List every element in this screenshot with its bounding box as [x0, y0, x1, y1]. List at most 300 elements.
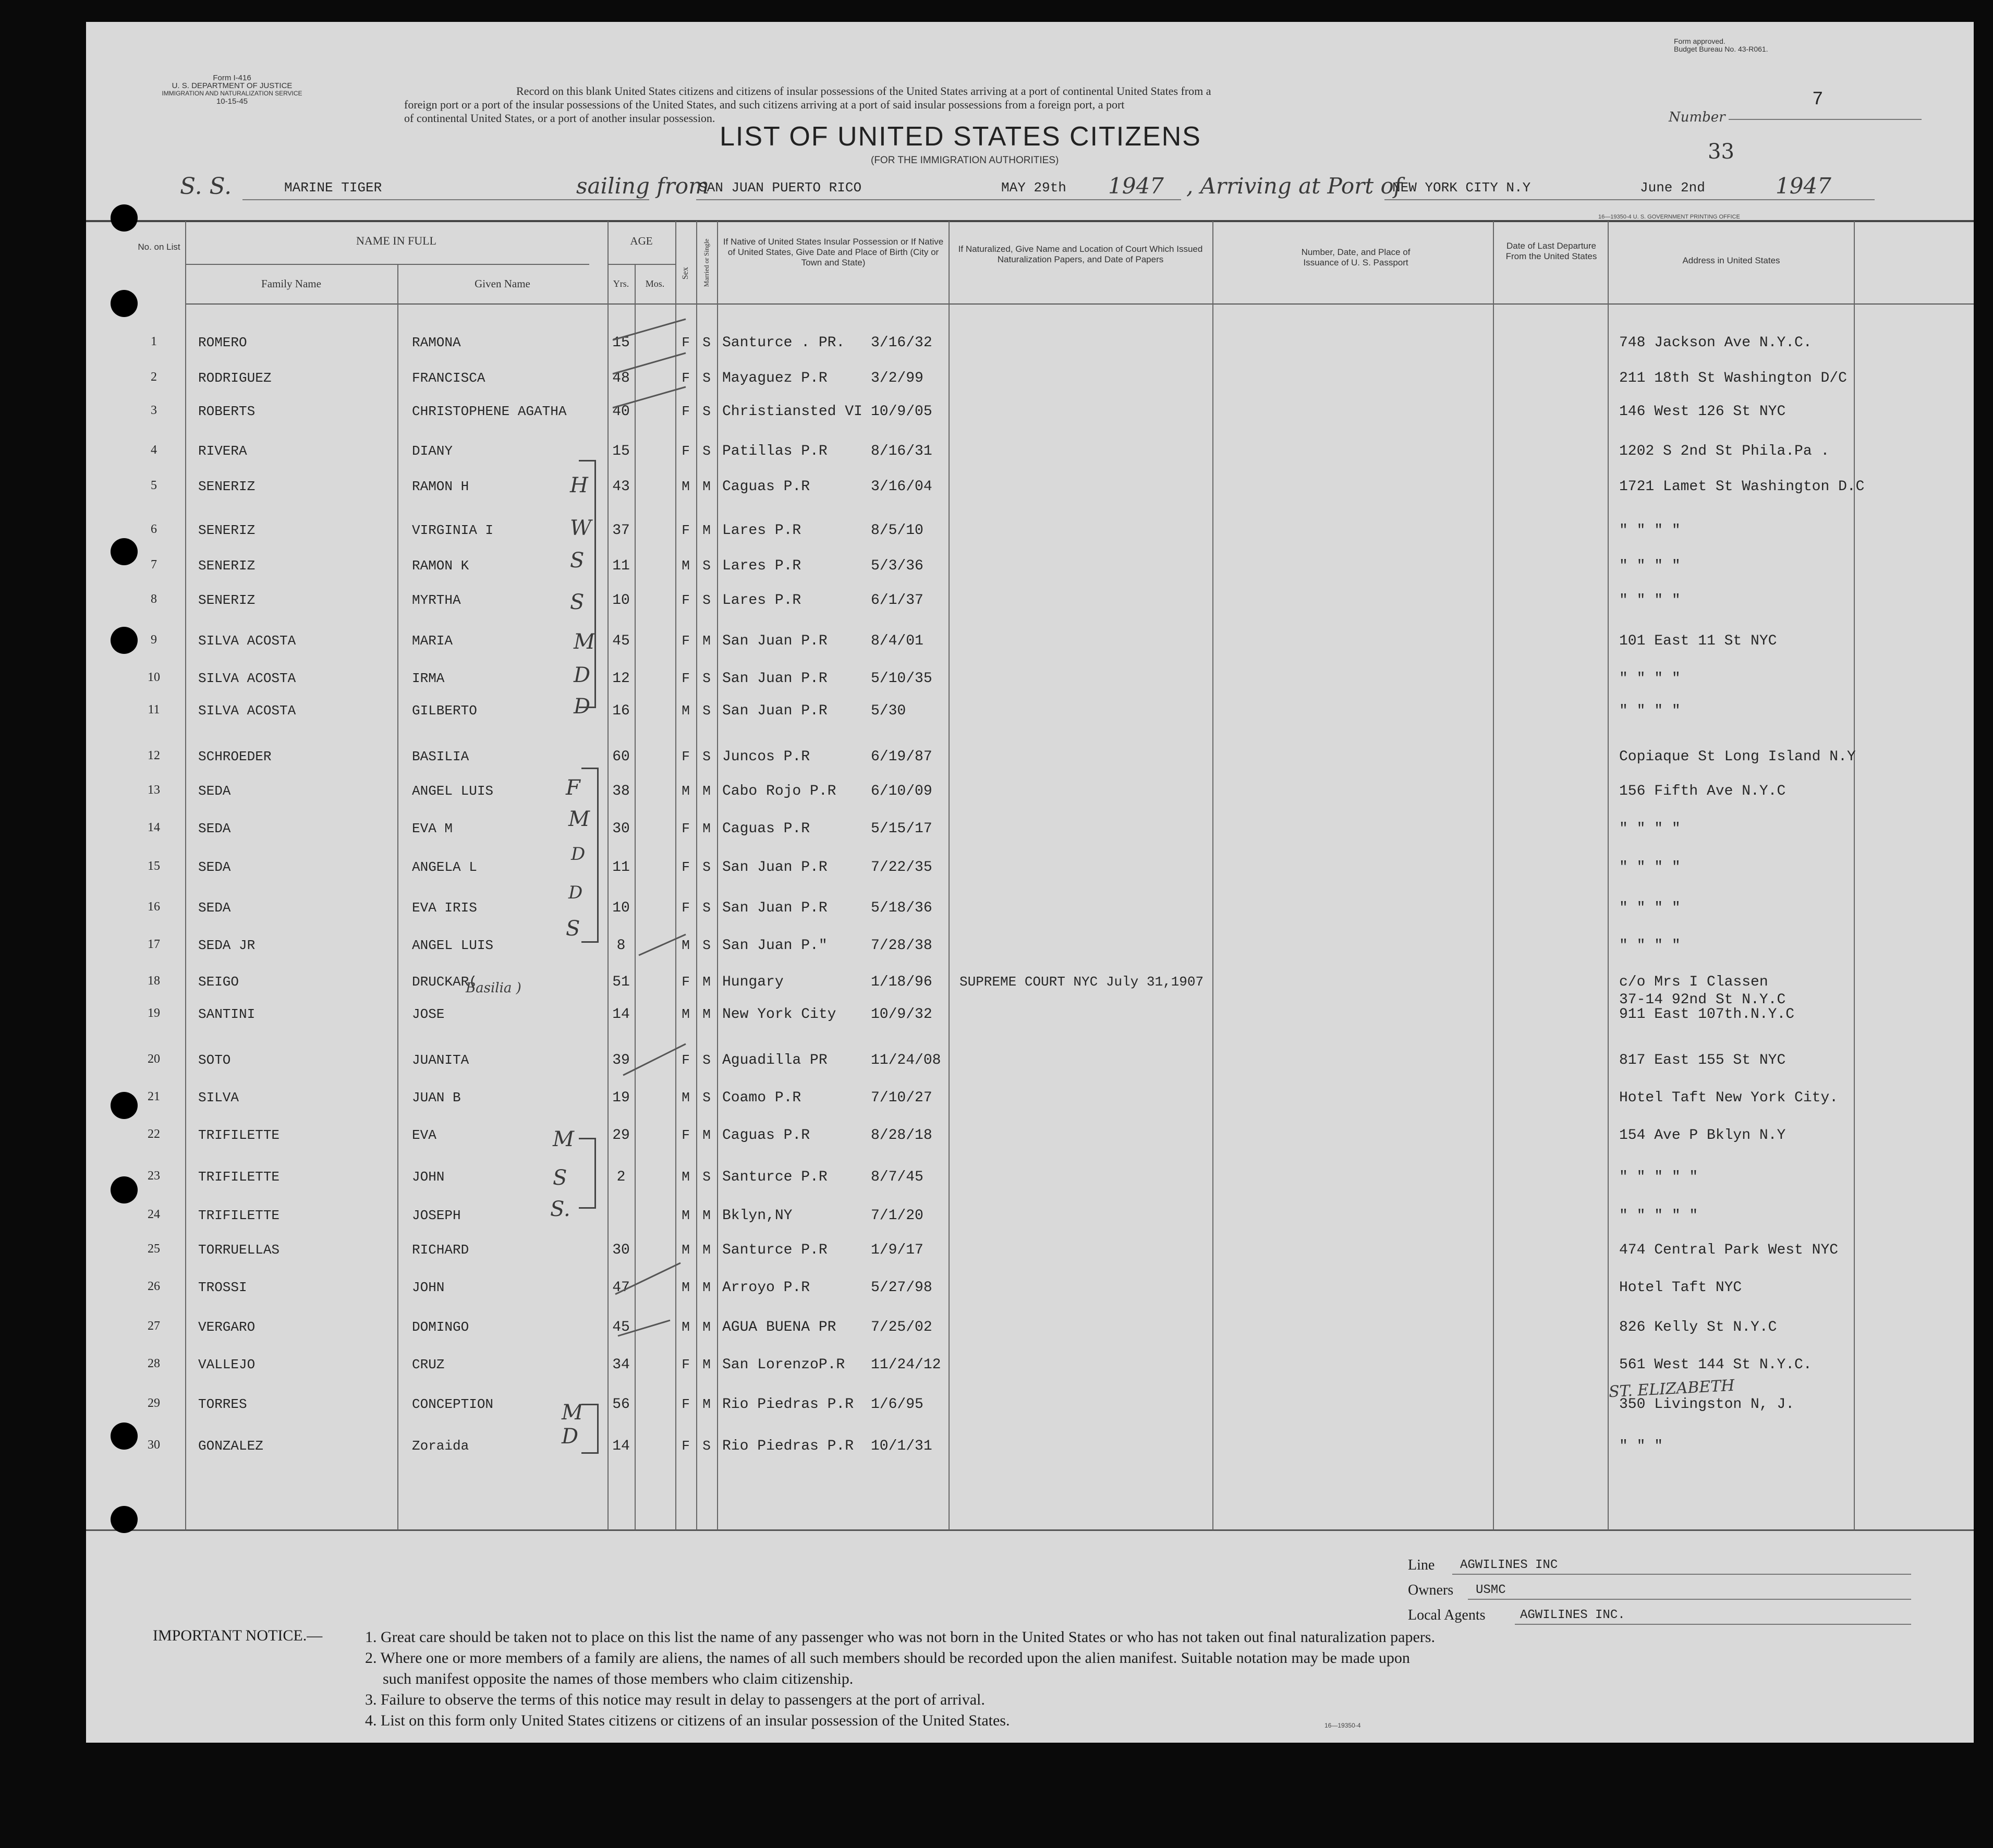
- cell-addr: 826 Kelly St N.Y.C: [1619, 1319, 1777, 1335]
- table-row: [86, 1242, 1963, 1263]
- header-age: AGE: [630, 235, 653, 247]
- cell-ms: S: [702, 938, 711, 953]
- cell-sex: F: [682, 370, 690, 386]
- cell-family: SEDA JR: [198, 938, 256, 953]
- cell-date: 8/28/18: [871, 1127, 932, 1144]
- cell-date: 8/4/01: [871, 633, 923, 649]
- punch-hole: [111, 204, 138, 232]
- cell-date: 6/10/09: [871, 783, 932, 799]
- cell-addr: c/o Mrs I Classen: [1619, 974, 1768, 990]
- cell-age: 19: [612, 1090, 630, 1106]
- cell-no: 28: [148, 1357, 160, 1370]
- hand-mark-6: W: [570, 516, 592, 540]
- departure-date: MAY 29th: [1001, 180, 1066, 196]
- cell-age: 38: [612, 783, 630, 799]
- cell-given: JOHN: [412, 1169, 445, 1185]
- number-label: Number: [1669, 110, 1725, 125]
- cell-place: Lares P.R: [722, 592, 801, 609]
- footer-code: 16—19350-4: [1324, 1722, 1361, 1729]
- intro-line-2: foreign port or a port of the insular possessions of the United States, and such citizens arriving at a port of said insular possessions from a foreign port, a port: [404, 98, 1125, 111]
- cell-family: SENERIZ: [198, 479, 256, 494]
- notice-4: 4. List on this form only United States citizens or citizens of an insular possession of the United States.: [365, 1712, 1010, 1729]
- cell-date: 1/6/95: [871, 1396, 923, 1413]
- manifest-sheet: [86, 22, 1974, 1743]
- table-row: [86, 859, 1963, 880]
- table-row: [86, 1052, 1963, 1073]
- cell-nat: SUPREME COURT NYC July 31,1907: [959, 974, 1204, 990]
- cell-given: JUAN B: [412, 1090, 461, 1105]
- cell-ms: M: [702, 479, 711, 494]
- cell-family: SEDA: [198, 859, 231, 875]
- cell-age: 47: [612, 1280, 630, 1296]
- cell-sex: M: [682, 1090, 690, 1105]
- intro-line-1: Record on this blank United States citizens and citizens of insular possessions of the United States arriving at a port of continental United States from a: [516, 84, 1211, 98]
- cell-family: TRIFILETTE: [198, 1208, 280, 1223]
- cell-family: SENERIZ: [198, 558, 256, 574]
- cell-place: San Juan P.R: [722, 671, 828, 687]
- cell-date: 8/5/10: [871, 522, 923, 539]
- cell-no: 13: [148, 783, 160, 797]
- cell-ms: S: [702, 1438, 711, 1454]
- hand-mark-7: S: [570, 549, 585, 573]
- cell-family: SILVA ACOSTA: [198, 671, 296, 686]
- table-row: [86, 522, 1963, 543]
- cell-age: 51: [612, 974, 630, 990]
- owners-label: Owners: [1408, 1582, 1454, 1598]
- cell-family: TRIFILETTE: [198, 1127, 280, 1143]
- table-row: [86, 1169, 1963, 1190]
- table-row: [86, 1280, 1963, 1300]
- hand-mark-17: S: [566, 917, 580, 941]
- table-row: [86, 749, 1963, 770]
- cell-place: Aguadilla PR: [722, 1052, 828, 1068]
- cell-age: 30: [612, 821, 630, 837]
- cell-no: 27: [148, 1319, 160, 1333]
- cell-sex: F: [682, 522, 690, 538]
- cell-sex: F: [682, 443, 690, 459]
- cell-given: JOSEPH: [412, 1208, 461, 1223]
- sailing-label: sailing from: [576, 173, 709, 199]
- cell-family: SEDA: [198, 821, 231, 836]
- cell-sex: M: [682, 703, 690, 719]
- cell-no: 25: [148, 1242, 160, 1256]
- cell-date: 7/25/02: [871, 1319, 932, 1335]
- cell-place: Santurce P.R: [722, 1169, 828, 1185]
- cell-place: Hungary: [722, 974, 784, 990]
- cell-given: RICHARD: [412, 1242, 469, 1258]
- cell-family: SILVA ACOSTA: [198, 633, 296, 649]
- cell-place: Juncos P.R: [722, 749, 810, 765]
- cell-ms: M: [702, 1396, 711, 1412]
- cell-sex: F: [682, 1396, 690, 1412]
- ship-name: MARINE TIGER: [284, 180, 382, 196]
- cell-place: Caguas P.R: [722, 479, 810, 495]
- cell-ms: M: [702, 633, 711, 649]
- cell-addr: 1721 Lamet St Washington D.C: [1619, 479, 1865, 495]
- line-underline: [1452, 1574, 1911, 1575]
- cell-ms: S: [702, 335, 711, 350]
- table-row: [86, 1357, 1963, 1378]
- cell-given: RAMONA: [412, 335, 461, 350]
- hand-mark-9: M: [574, 630, 595, 654]
- agents-value: AGWILINES INC.: [1520, 1608, 1625, 1622]
- cell-date: 8/16/31: [871, 443, 932, 459]
- cell-age: 2: [616, 1169, 626, 1185]
- cell-age: 60: [612, 749, 630, 765]
- hand-mark-5: H: [570, 473, 588, 497]
- cell-no: 5: [151, 479, 157, 492]
- cell-date: 7/1/20: [871, 1208, 923, 1224]
- cell-given: IRMA: [412, 671, 445, 686]
- cell-date: 5/10/35: [871, 671, 932, 687]
- number-underline: [1729, 119, 1922, 120]
- cell-date: 5/15/17: [871, 821, 932, 837]
- cell-no: 14: [148, 821, 160, 834]
- table-row: [86, 671, 1963, 691]
- cell-addr: 211 18th St Washington D/C: [1619, 370, 1847, 386]
- table-row: [86, 633, 1963, 654]
- header-no: No. on List: [138, 242, 180, 252]
- table-bottom-rule: [86, 1529, 1974, 1531]
- notice-3: 3. Failure to observe the terms of this notice may result in delay to passengers at the port of arrival.: [365, 1691, 985, 1708]
- cell-addr: 350 Livingston N, J.: [1619, 1396, 1795, 1413]
- table-row: [86, 1006, 1963, 1027]
- cell-ms: S: [702, 592, 711, 608]
- form-service: IMMIGRATION AND NATURALIZATION SERVICE: [162, 90, 302, 97]
- table-row: [86, 370, 1963, 391]
- cell-date: 3/16/04: [871, 479, 932, 495]
- cell-age: 16: [612, 703, 630, 719]
- cell-given: CHRISTOPHENE AGATHA: [412, 404, 567, 419]
- arrival-date: June 2nd: [1640, 180, 1705, 196]
- punch-hole: [111, 1423, 138, 1450]
- table-row: [86, 974, 1963, 1008]
- cell-sex: F: [682, 1438, 690, 1454]
- name-subheader-rule: [185, 264, 589, 265]
- table-row: [86, 1396, 1963, 1417]
- hand-mark-29a: M: [562, 1401, 583, 1425]
- header-address: Address in United States: [1682, 256, 1780, 265]
- cell-no: 16: [148, 900, 160, 914]
- cell-ms: M: [702, 1242, 711, 1258]
- cell-date: 10/1/31: [871, 1438, 932, 1454]
- family-bracket-torres: [581, 1404, 599, 1454]
- cell-sex: F: [682, 335, 690, 350]
- cell-sex: F: [682, 404, 690, 419]
- cell-given: JOSE: [412, 1006, 445, 1022]
- cell-ms: M: [702, 1357, 711, 1372]
- cell-family: VALLEJO: [198, 1357, 256, 1372]
- cell-addr: 146 West 126 St NYC: [1619, 404, 1786, 420]
- header-married: Married or Single: [702, 238, 710, 287]
- cell-ms: M: [702, 974, 711, 990]
- cell-sex: M: [682, 1208, 690, 1223]
- approved-text: Form approved.: [1674, 37, 1725, 45]
- cell-family: TORRES: [198, 1396, 247, 1412]
- cell-sex: F: [682, 900, 690, 916]
- cell-place: Mayaguez P.R: [722, 370, 828, 386]
- cell-addr: " " " " ": [1619, 1208, 1698, 1224]
- cell-no: 3: [151, 404, 157, 417]
- cell-family: GONZALEZ: [198, 1438, 263, 1454]
- cell-date: 10/9/05: [871, 404, 932, 420]
- notice-1: 1. Great care should be taken not to place on this list the name of any passenger who was not born in the United States or who has not taken out final naturalization papers.: [365, 1628, 1435, 1646]
- cell-place: Patillas P.R: [722, 443, 828, 459]
- cell-date: 5/18/36: [871, 900, 932, 916]
- cell-addr: 474 Central Park West NYC: [1619, 1242, 1839, 1258]
- cell-given: RAMON K: [412, 558, 469, 574]
- header-name-full: NAME IN FULL: [356, 234, 436, 247]
- cell-family: VERGARO: [198, 1319, 256, 1335]
- owners-value: USMC: [1476, 1583, 1506, 1597]
- age-subheader-rule: [607, 264, 675, 265]
- cell-family: SCHROEDER: [198, 749, 272, 764]
- table-row: [86, 592, 1963, 613]
- cell-place: Lares P.R: [722, 558, 801, 574]
- arriving-label: , Arriving at Port of: [1186, 173, 1402, 199]
- cell-place: New York City: [722, 1006, 836, 1023]
- table-row: [86, 821, 1963, 842]
- cell-family: SEDA: [198, 783, 231, 799]
- punch-hole: [111, 1176, 138, 1203]
- arrival-year: 1947: [1776, 173, 1831, 199]
- cell-sex: F: [682, 749, 690, 764]
- cell-no: 20: [148, 1052, 160, 1066]
- date-underline: [973, 199, 1181, 200]
- cell-family: SEDA: [198, 900, 231, 916]
- cell-given: EVA IRIS: [412, 900, 477, 916]
- cell-no: 19: [148, 1006, 160, 1020]
- hand-mark-16: D: [568, 882, 583, 903]
- cell-given: Zoraida: [412, 1438, 469, 1454]
- hand-mark-29b: D: [562, 1425, 579, 1449]
- notice-label: IMPORTANT NOTICE.—: [153, 1627, 323, 1644]
- cell-date: 11/24/12: [871, 1357, 941, 1373]
- cell-ms: M: [702, 783, 711, 799]
- cell-place: Bklyn,NY: [722, 1208, 793, 1224]
- table-row: [86, 938, 1963, 958]
- cell-date: 7/28/38: [871, 938, 932, 954]
- table-row: [86, 404, 1963, 424]
- cell-family: SILVA ACOSTA: [198, 703, 296, 719]
- hand-mark-13: F: [566, 776, 580, 800]
- cell-sex: M: [682, 1280, 690, 1295]
- cell-sex: F: [682, 1357, 690, 1372]
- ship-underline: [242, 199, 649, 200]
- age-check-strokes: [607, 314, 712, 1357]
- cell-date: 5/27/98: [871, 1280, 932, 1296]
- cell-ms: S: [702, 1090, 711, 1105]
- cell-given: CONCEPTION: [412, 1396, 494, 1412]
- header-bottom-rule: [185, 303, 1974, 305]
- hand-mark-22: M: [553, 1127, 574, 1151]
- cell-ms: S: [702, 404, 711, 419]
- line-label: Line: [1408, 1557, 1435, 1573]
- agents-underline: [1515, 1624, 1911, 1625]
- cell-family: TRIFILETTE: [198, 1169, 280, 1185]
- cell-age: 34: [612, 1357, 630, 1373]
- cell-ms: S: [702, 671, 711, 686]
- header-given: Given Name: [475, 277, 530, 290]
- cell-place: Cabo Rojo P.R: [722, 783, 836, 799]
- table-row: [86, 335, 1963, 356]
- cell-addr: " " " ": [1619, 938, 1681, 954]
- cell-place: San LorenzoP.R: [722, 1357, 845, 1373]
- cell-given: GILBERTO: [412, 703, 477, 719]
- header-passport: Number, Date, and Place of Issuance of U. S. Passport: [1301, 247, 1411, 268]
- hand-mark-15: D: [571, 844, 586, 865]
- budget-text: Budget Bureau No. 43-R061.: [1674, 45, 1768, 53]
- cell-date: 3/16/32: [871, 335, 932, 351]
- hand-mark-24: S.: [550, 1197, 570, 1221]
- cell-addr: " " " ": [1619, 821, 1681, 837]
- departure-port: SAN JUAN PUERTO RICO: [699, 180, 862, 196]
- form-dept: U. S. DEPARTMENT OF JUSTICE: [172, 81, 293, 90]
- cell-sex: F: [682, 1127, 690, 1143]
- hand-mark-11: D: [574, 695, 591, 719]
- cell-no: 12: [148, 749, 160, 762]
- cell-sex: M: [682, 558, 690, 574]
- cell-ms: S: [702, 859, 711, 875]
- cell-no: 22: [148, 1127, 160, 1141]
- cell-family: TORRUELLAS: [198, 1242, 280, 1258]
- family-bracket-trifilette: [579, 1138, 596, 1209]
- cell-ms: S: [702, 900, 711, 916]
- hand-mark-23: S: [553, 1166, 567, 1190]
- form-number: Form I-416: [213, 74, 251, 82]
- cell-ms: S: [702, 749, 711, 764]
- header-native: If Native of United States Insular Possession or If Native of United States, Give Date and Place of Birth (City or Town and State): [723, 237, 944, 268]
- cell-sex: F: [682, 633, 690, 649]
- cell-sex: F: [682, 671, 690, 686]
- family-bracket-seda: [581, 768, 599, 943]
- cell-no: 23: [148, 1169, 160, 1183]
- cell-place: Christiansted VI: [722, 404, 862, 420]
- cell-no: 7: [151, 558, 157, 572]
- cell-date: 7/10/27: [871, 1090, 932, 1106]
- cell-no: 18: [148, 974, 160, 988]
- cell-sex: F: [682, 1052, 690, 1068]
- hand-mark-14: M: [568, 807, 590, 831]
- cell-given: MARIA: [412, 633, 453, 649]
- cell-date: 5/30: [871, 703, 906, 719]
- cell-sex: F: [682, 974, 690, 990]
- departure-year: 1947: [1108, 173, 1164, 199]
- cell-family: SENERIZ: [198, 522, 256, 538]
- cell-no: 17: [148, 938, 160, 951]
- cell-age: 45: [612, 1319, 630, 1335]
- cell-family: SENERIZ: [198, 592, 256, 608]
- number-value: 7: [1812, 89, 1824, 110]
- cell-ms: S: [702, 1052, 711, 1068]
- cell-sex: F: [682, 859, 690, 875]
- notice-2: 2. Where one or more members of a family are aliens, the names of all such members should be recorded upon the alien manifest. Suitable notation may be made upon: [365, 1649, 1410, 1667]
- cell-family: RIVERA: [198, 443, 247, 459]
- cell-addr: 748 Jackson Ave N.Y.C.: [1619, 335, 1812, 351]
- cell-given: MYRTHA: [412, 592, 461, 608]
- cell-age: 56: [612, 1396, 630, 1413]
- cell-addr: 911 East 107th.N.Y.C: [1619, 1006, 1795, 1023]
- cell-given: EVA M: [412, 821, 453, 836]
- cell-addr: " " " ": [1619, 671, 1681, 687]
- table-row: [86, 1090, 1963, 1111]
- cell-no: 24: [148, 1208, 160, 1221]
- agents-label: Local Agents: [1408, 1607, 1486, 1623]
- cell-date: 6/1/37: [871, 592, 923, 609]
- cell-given: CRUZ: [412, 1357, 445, 1372]
- table-row: [86, 1208, 1963, 1229]
- cell-place: Arroyo P.R: [722, 1280, 810, 1296]
- cell-age: 12: [612, 671, 630, 687]
- cell-date: 3/2/99: [871, 370, 923, 386]
- header-family: Family Name: [261, 277, 321, 290]
- cell-given: VIRGINIA I: [412, 522, 494, 538]
- owners-underline: [1468, 1599, 1911, 1600]
- cell-no: 9: [151, 633, 157, 647]
- ss-label: S. S.: [180, 173, 232, 200]
- cell-date: 7/22/35: [871, 859, 932, 876]
- cell-family: TROSSI: [198, 1280, 247, 1295]
- page-subtitle: (FOR THE IMMIGRATION AUTHORITIES): [871, 155, 1059, 166]
- header-yrs: Yrs.: [613, 278, 629, 289]
- cell-age: 10: [612, 592, 630, 609]
- cell-addr: Hotel Taft New York City.: [1619, 1090, 1839, 1106]
- header-sex: Sex: [681, 267, 690, 279]
- cell-place: Coamo P.R: [722, 1090, 801, 1106]
- form-date: 10-15-45: [216, 97, 248, 106]
- cell-date: 8/7/45: [871, 1169, 923, 1185]
- cell-ms: S: [702, 558, 711, 574]
- hand-note-st-elizabeth: ST. ELIZABETH: [1608, 1376, 1735, 1402]
- cell-age: 11: [612, 558, 630, 574]
- table-row: [86, 479, 1963, 500]
- cell-given: FRANCISCA: [412, 370, 485, 386]
- cell-place: Santurce . PR.: [722, 335, 845, 351]
- cell-no: 29: [148, 1396, 160, 1410]
- cell-addr: " " ": [1619, 1438, 1663, 1454]
- cell-no: 15: [148, 859, 160, 873]
- arrival-port: NEW YORK CITY N.Y: [1392, 180, 1531, 196]
- cell-place: Rio Piedras P.R: [722, 1438, 854, 1454]
- cell-ms: M: [702, 1280, 711, 1295]
- table-row: [86, 703, 1963, 724]
- cell-given: BASILIA: [412, 749, 469, 764]
- cell-given: ANGEL LUIS: [412, 783, 494, 799]
- cell-ms: M: [702, 1208, 711, 1223]
- cell-no: 26: [148, 1280, 160, 1293]
- form-approval: [1674, 38, 1768, 53]
- cell-addr: 154 Ave P Bklyn N.Y: [1619, 1127, 1786, 1144]
- cell-given: JUANITA: [412, 1052, 469, 1068]
- hand-mark-8: S: [570, 590, 585, 614]
- cell-place: San Juan P.R: [722, 900, 828, 916]
- cell-place: Santurce P.R: [722, 1242, 828, 1258]
- cell-age: 39: [612, 1052, 630, 1068]
- cell-sex: M: [682, 1169, 690, 1185]
- arrival-underline: [1384, 199, 1749, 200]
- cell-ms: S: [702, 1169, 711, 1185]
- cell-addr: " " " ": [1619, 522, 1681, 539]
- cell-addr: Copiaque St Long Island N.Y: [1619, 749, 1856, 765]
- cell-ms: M: [702, 1127, 711, 1143]
- cell-place: Lares P.R: [722, 522, 801, 539]
- hand-note-basilia: Basilia ): [466, 980, 521, 996]
- print-code: 16—19350-4 U. S. GOVERNMENT PRINTING OFFICE: [1598, 214, 1740, 220]
- cell-addr: " " " ": [1619, 592, 1681, 609]
- cell-sex: M: [682, 1319, 690, 1335]
- cell-place: Rio Piedras P.R: [722, 1396, 854, 1413]
- cell-age: 48: [612, 370, 630, 386]
